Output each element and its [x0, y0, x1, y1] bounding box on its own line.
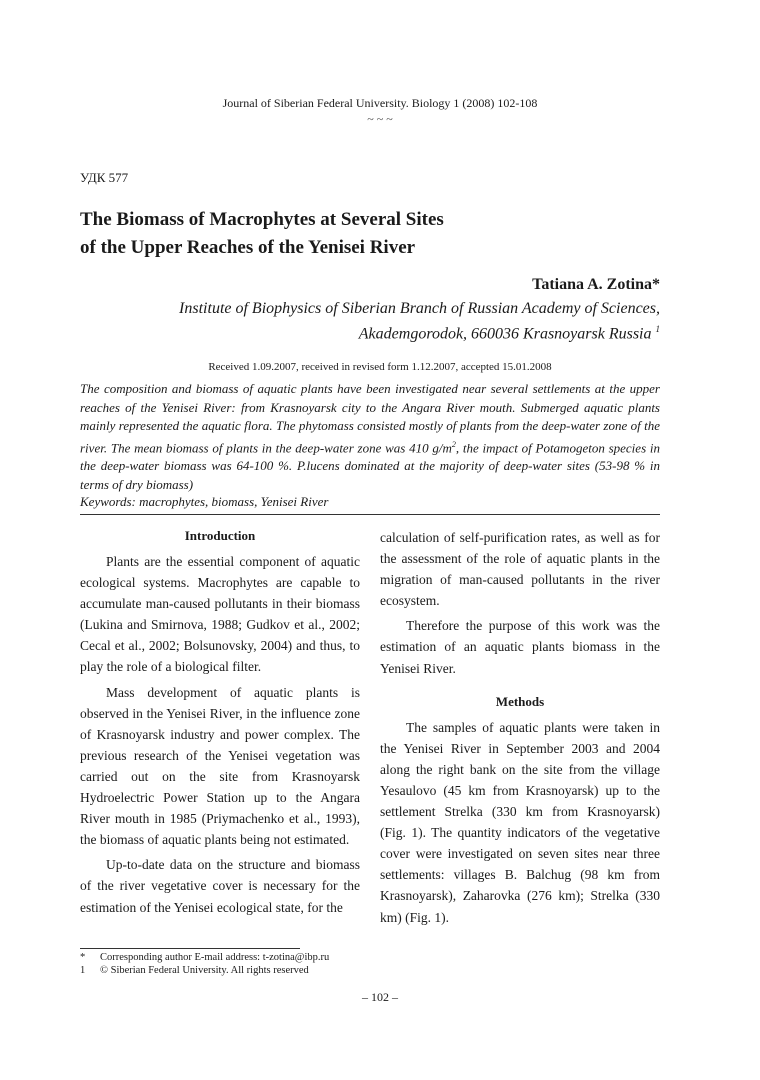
intro-paragraph-3: Up-to-date data on the structure and biomass of the river vegetative cover is necessary for the estimation of the Yenisei ecological state, for the: [80, 857, 360, 915]
title-line-1: The Biomass of Macrophytes at Several Sites: [80, 209, 444, 230]
intro-paragraph-3-continued: calculation of self-purification rates, as well as for the assessment of the role of aquatic plants in the migration of man-caused pollutants in the river ecosystem.: [380, 530, 660, 609]
left-column: [80, 527, 360, 922]
footnote-mark: 1: [80, 965, 86, 976]
abstract-superscript: 2: [451, 439, 456, 449]
footnote-copyright: [80, 965, 480, 976]
abstract-text-2: , the impact of Potamogeton species in the deep-water biomass was 64-100 %. P.lucens dominated at the majority of deep-water sites (53-98 % in terms of dry biomass): [80, 439, 660, 492]
abstract-text-1: The composition and biomass of aquatic plants have been investigated near several settlements at the upper reaches of the Yenisei River: from Krasnoyarsk city to the Angara River mouth. Submerged aquatic plants mainly represented the aquatic flora. The phytomass consisted mostly of plants from the deep-water zone of the river. The mean biomass of plants in the deep-water zone was 410 g/m: [80, 381, 660, 455]
article-title: [80, 206, 640, 262]
page-number: – 102 –: [362, 990, 398, 1004]
affiliation-line-2: [120, 319, 660, 344]
intro-paragraph-1: Plants are the essential component of aquatic ecological systems. Macrophytes are capable to accumulate man-caused pollutants in their biomass (Lukina and Smirnova, 1988; Gudkov et al., 2002; Cecal et al., 2002; Bolsunovsky, 2004) and thus, to play the role of a biological filter.: [80, 554, 360, 675]
right-column: [380, 527, 660, 932]
header-ornament: ~ ~ ~: [367, 112, 393, 126]
title-line-2: of the Upper Reaches of the Yenisei River: [80, 237, 416, 258]
footnote-text: © Siberian Federal University. All rights reserved: [100, 965, 309, 976]
udk-code: УДК 577: [80, 170, 129, 185]
footnote-mark: *: [80, 952, 86, 963]
affiliation-line-1: Institute of Biophysics of Siberian Branch of Russian Academy of Sciences,: [179, 300, 660, 317]
methods-paragraph-1: The samples of aquatic plants were taken in the Yenisei River in September 2003 and 2004 along the right bank on the site from the village Yesaulovo (45 km from Krasnoyarsk) up to the settlement Strelka (330 km from Krasnoyarsk) (Fig. 1). The quantity indicators of the vegetative cover were investigated on seven sites near three settlements: villages B. Balchug (98 km from Krasnoyarsk), Zaharovka (276 km); Strelka (330 km) (Fig. 1).: [380, 719, 660, 925]
affiliation-line-2-text: Akademgorodok, 660036 Krasnoyarsk Russia: [358, 325, 656, 343]
purpose-paragraph: Therefore the purpose of this work was the estimation of an aquatic plants biomass in the Yenisei River.: [380, 618, 660, 676]
introduction-heading: Introduction: [184, 528, 256, 543]
keywords: Keywords: macrophytes, biomass, Yenisei River: [80, 494, 329, 509]
intro-paragraph-2: Mass development of aquatic plants is observed in the Yenisei River, in the influence zone of Krasnoyarsk industry and power complex. The previous research of the Yenisei vegetation was carried out on the site from Krasnoyarsk Hydroelectric Power Station up to the Angara River mouth in 1985 (Priymachenko et al., 1993), the biomass of aquatic plants being not estimated.: [80, 684, 360, 848]
author-name: Tatiana A. Zotina*: [532, 276, 660, 293]
footnote-corresponding-author: [80, 952, 480, 963]
abstract: [80, 380, 660, 494]
footnote-divider: [80, 948, 300, 949]
affiliation-footnote-mark: 1: [655, 324, 660, 334]
methods-heading: Methods: [495, 693, 545, 709]
journal-header: Journal of Siberian Federal University. Biology 1 (2008) 102-108: [222, 96, 538, 110]
received-dates: Received 1.09.2007, received in revised form 1.12.2007, accepted 15.01.2008: [208, 361, 552, 373]
section-divider: [80, 514, 660, 515]
author-affiliation: [120, 298, 660, 344]
footnote-text: Corresponding author E-mail address: t-zotina@ibp.ru: [100, 952, 330, 963]
